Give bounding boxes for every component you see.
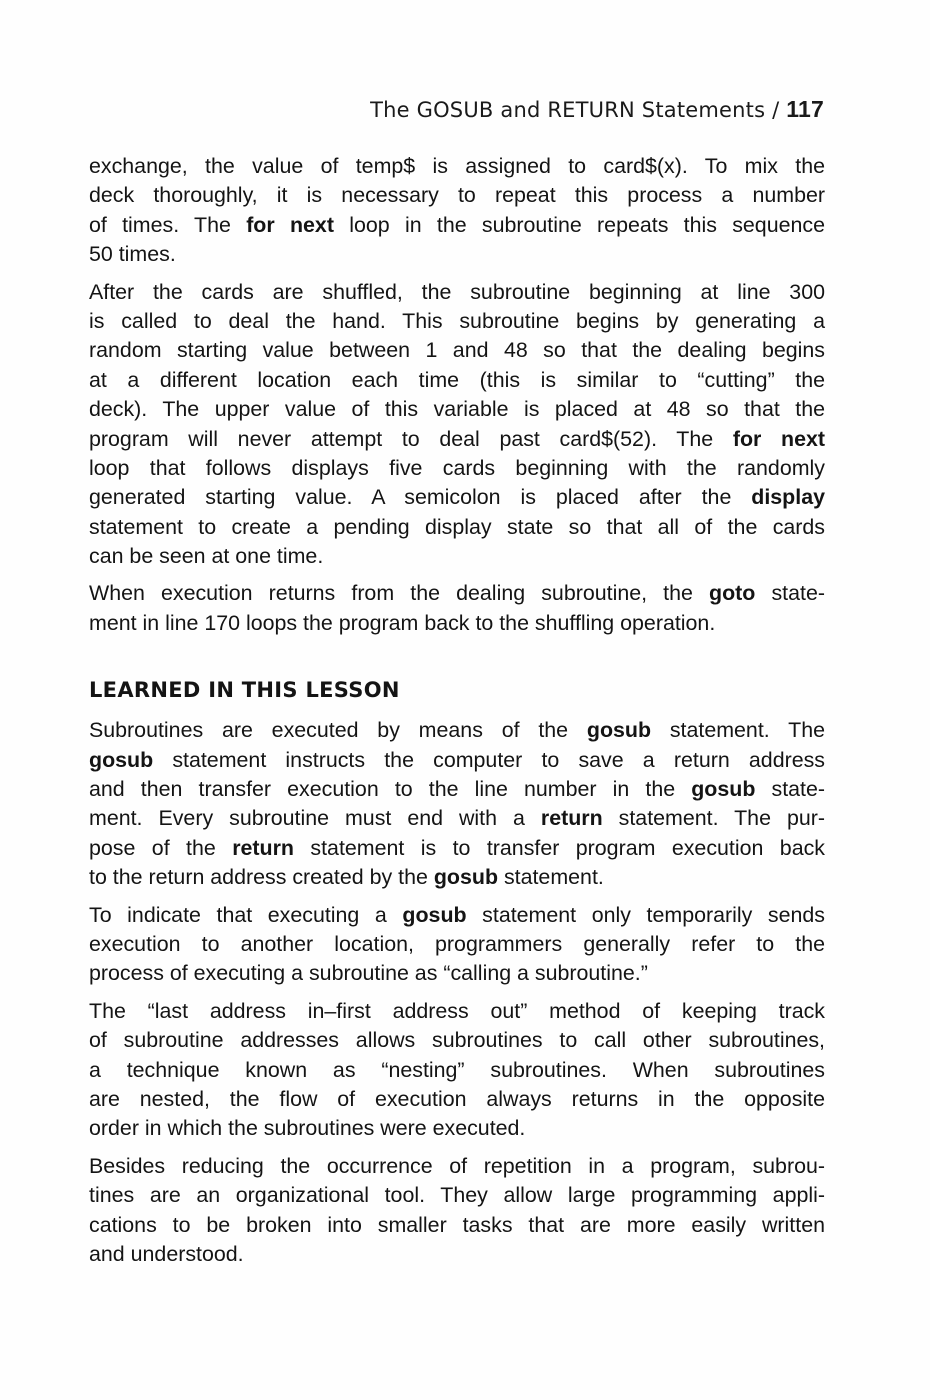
text-run: statement instructs the computer to save a return address bbox=[153, 747, 825, 772]
page-number: 117 bbox=[786, 96, 824, 122]
text-run: order in which the subroutines were executed. bbox=[89, 1116, 526, 1141]
keyword-bold: for next bbox=[246, 212, 334, 237]
text-run: can be seen at one time. bbox=[89, 544, 324, 569]
running-head-separator: / bbox=[765, 98, 787, 122]
keyword-bold: gosub bbox=[433, 865, 499, 890]
text-line bbox=[89, 542, 825, 571]
text-line bbox=[89, 1085, 825, 1114]
text-line bbox=[89, 834, 825, 863]
keyword-bold: gosub bbox=[586, 718, 652, 743]
text-run: pose of the bbox=[89, 835, 233, 860]
text-run: statement to create a pending display state so that all of the cards bbox=[89, 514, 825, 539]
text-run: exchange, the value of temp$ is assigned to card$(x). To mix the bbox=[89, 154, 825, 178]
text-run: ment. Every subroutine must end with a bbox=[89, 806, 541, 831]
text-line bbox=[89, 959, 825, 988]
text-line bbox=[89, 579, 825, 608]
body-text-top bbox=[89, 152, 825, 638]
text-line bbox=[89, 1114, 825, 1143]
text-line bbox=[89, 1026, 825, 1055]
text-run: statement is to transfer program execution back bbox=[294, 835, 825, 860]
text-run: a technique known as “nesting” subroutines. When subroutines bbox=[89, 1057, 825, 1082]
text-line bbox=[89, 454, 825, 483]
keyword-bold: for next bbox=[732, 426, 825, 451]
keyword-bold: gosub bbox=[691, 777, 756, 802]
text-run: cations to be broken into smaller tasks that are more easily written bbox=[89, 1212, 825, 1237]
text-line bbox=[89, 1240, 825, 1269]
text-line bbox=[89, 336, 825, 365]
text-run: deck thoroughly, it is necessary to repeat this process a number bbox=[89, 183, 825, 208]
text-line bbox=[89, 716, 825, 745]
text-line bbox=[89, 513, 825, 542]
text-line bbox=[89, 930, 825, 959]
keyword-bold: gosub bbox=[89, 747, 154, 772]
text-line bbox=[89, 307, 825, 336]
text-run: and then transfer execution to the line number in the bbox=[89, 777, 692, 802]
text-line bbox=[89, 395, 825, 424]
text-run: at a different location each time (this is similar to “cutting” the bbox=[89, 367, 825, 392]
running-head bbox=[370, 96, 824, 123]
keyword-bold: return bbox=[540, 806, 603, 831]
text-run: To indicate that executing a bbox=[89, 902, 403, 927]
text-run: is called to deal the hand. This subroutine begins by generating a bbox=[89, 308, 825, 333]
keyword-bold: display bbox=[751, 485, 825, 510]
text-line bbox=[89, 775, 825, 804]
paragraph bbox=[89, 1152, 825, 1270]
text-run: program will never attempt to deal past card$(52). The bbox=[89, 426, 733, 451]
text-line bbox=[89, 609, 825, 638]
text-run: random starting value between 1 and 48 so that the dealing begins bbox=[89, 338, 825, 363]
text-run: state- bbox=[755, 777, 825, 802]
text-line bbox=[89, 746, 825, 775]
text-run: statement. The pur- bbox=[602, 806, 825, 831]
text-line bbox=[89, 366, 825, 395]
text-line bbox=[89, 181, 825, 210]
paragraph bbox=[89, 997, 825, 1144]
text-line bbox=[89, 483, 825, 512]
text-run: After the cards are shuffled, the subroutine beginning at line 300 bbox=[89, 279, 825, 304]
text-run: execution to another location, programmers generally refer to the bbox=[89, 931, 825, 956]
text-run: 50 times. bbox=[89, 242, 176, 267]
text-line bbox=[89, 863, 825, 892]
text-line bbox=[89, 804, 825, 833]
text-run: process of executing a subroutine as “calling a subroutine.” bbox=[89, 961, 648, 986]
text-line bbox=[89, 240, 825, 269]
text-run: statement only temporarily sends bbox=[466, 902, 825, 927]
keyword-bold: goto bbox=[709, 581, 756, 606]
text-line bbox=[89, 901, 825, 930]
text-run: Subroutines are executed by means of the bbox=[89, 718, 587, 743]
text-run: deck). The upper value of this variable is placed at 48 so that the bbox=[89, 397, 825, 422]
text-run: are nested, the flow of execution always returns in the opposite bbox=[89, 1086, 825, 1111]
text-line bbox=[89, 1211, 825, 1240]
keyword-bold: gosub bbox=[402, 902, 467, 927]
text-line bbox=[89, 997, 825, 1026]
text-run: When execution returns from the dealing subroutine, the bbox=[89, 581, 710, 606]
keyword-bold: return bbox=[232, 835, 294, 860]
text-line bbox=[89, 211, 825, 240]
text-run: to the return address created by the bbox=[89, 865, 434, 890]
paragraph bbox=[89, 278, 825, 572]
text-line bbox=[89, 278, 825, 307]
text-run: and understood. bbox=[89, 1241, 244, 1266]
text-run: statement. The bbox=[651, 718, 825, 743]
text-run: The “last address in–first address out” method of keeping track bbox=[89, 998, 825, 1023]
paragraph bbox=[89, 716, 825, 892]
text-line bbox=[89, 1152, 825, 1181]
text-run: of subroutine addresses allows subroutines to call other subroutines, bbox=[89, 1028, 825, 1053]
running-head-title: The GOSUB and RETURN Statements bbox=[370, 98, 766, 122]
text-line bbox=[89, 1181, 825, 1210]
text-line bbox=[89, 425, 825, 454]
text-run: of times. The bbox=[89, 212, 247, 237]
text-run: tines are an organizational tool. They allow large programming appli- bbox=[89, 1183, 825, 1208]
text-run: loop in the subroutine repeats this sequence bbox=[333, 212, 825, 237]
body-text-lesson-summary bbox=[89, 716, 825, 1269]
text-run: Besides reducing the occurrence of repetition in a program, subrou- bbox=[89, 1153, 825, 1178]
paragraph bbox=[89, 901, 825, 989]
text-line bbox=[89, 1056, 825, 1085]
paragraph bbox=[89, 152, 825, 270]
page-body bbox=[89, 152, 825, 1277]
text-run: state- bbox=[755, 581, 825, 606]
text-run: statement. bbox=[498, 865, 604, 890]
section-heading: LEARNED IN THIS LESSON bbox=[89, 678, 400, 703]
text-run: loop that follows displays five cards beginning with the randomly bbox=[89, 455, 825, 480]
paragraph bbox=[89, 579, 825, 638]
text-line bbox=[89, 152, 825, 181]
text-run: generated starting value. A semicolon is placed after the bbox=[89, 485, 752, 510]
text-run: ment in line 170 loops the program back to the shuffling operation. bbox=[89, 610, 716, 635]
